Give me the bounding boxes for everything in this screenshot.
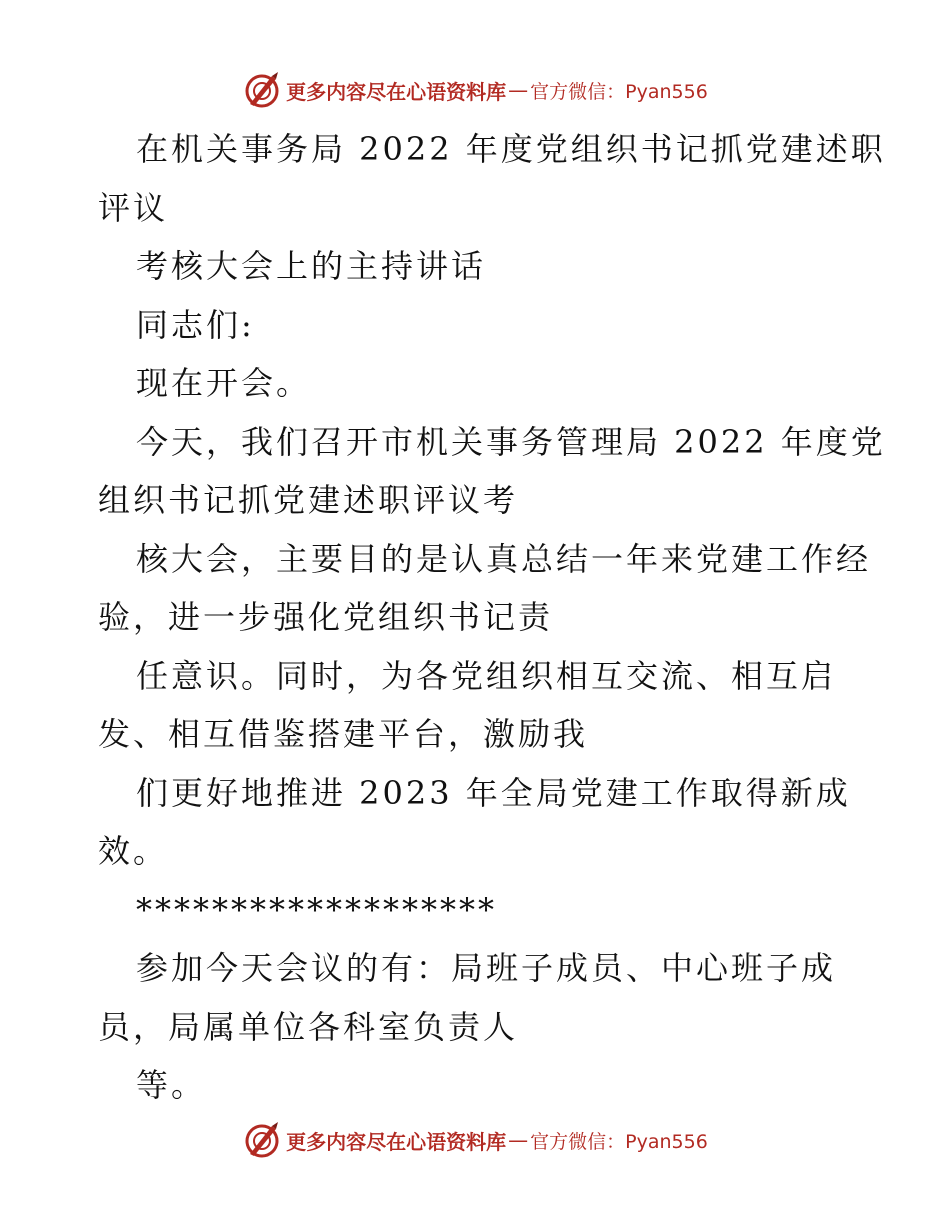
paragraph-line: 们更好地推进 2023 年全局党建工作取得新成	[136, 773, 851, 812]
subtitle-line: 考核大会上的主持讲话	[136, 247, 487, 285]
footer-watermark-banner	[0, 1118, 950, 1162]
banner-wechat-text: 官方微信：Pyan556	[530, 1130, 708, 1153]
paragraph-line: 发、相互借鉴搭建平台，激励我	[98, 715, 589, 753]
paragraph-line: 参加今天会议的有：局班子成员、中心班子成	[136, 949, 837, 987]
title-line: 在机关事务局 2022 年度党组织书记抓党建述职	[136, 130, 886, 168]
banner-site-text: 更多内容尽在心语资料库	[286, 1129, 507, 1154]
document-body	[98, 120, 886, 1115]
header-watermark-banner	[0, 68, 950, 112]
quill-logo-icon	[242, 70, 282, 110]
paragraph-line: 效。	[98, 832, 169, 870]
banner-wechat-text: 官方微信：Pyan556	[530, 80, 708, 103]
separator-line: *******************	[136, 890, 497, 929]
banner-site-text: 更多内容尽在心语资料库	[286, 79, 507, 104]
banner-dash: —	[508, 78, 529, 102]
salutation: 同志们:	[136, 305, 255, 344]
paragraph-line: 现在开会。	[136, 364, 312, 402]
paragraph-line: 核大会，主要目的是认真总结一年来党建工作经	[136, 539, 872, 578]
paragraph-line: 验，进一步强化党组织书记责	[98, 598, 554, 636]
quill-logo-icon	[242, 1120, 282, 1160]
paragraph-line: 员，局属单位各科室负责人	[98, 1007, 519, 1046]
paragraph-line: 等。	[136, 1066, 207, 1104]
banner-dash: —	[508, 1128, 529, 1152]
paragraph-line: 任意识。同时，为各党组织相互交流、相互启	[136, 656, 837, 695]
paragraph-line: 今天，我们召开市机关事务管理局 2022 年度党	[136, 422, 886, 461]
paragraph-line: 组织书记抓党建述职评议考	[98, 481, 519, 519]
title-line: 评议	[98, 188, 169, 227]
